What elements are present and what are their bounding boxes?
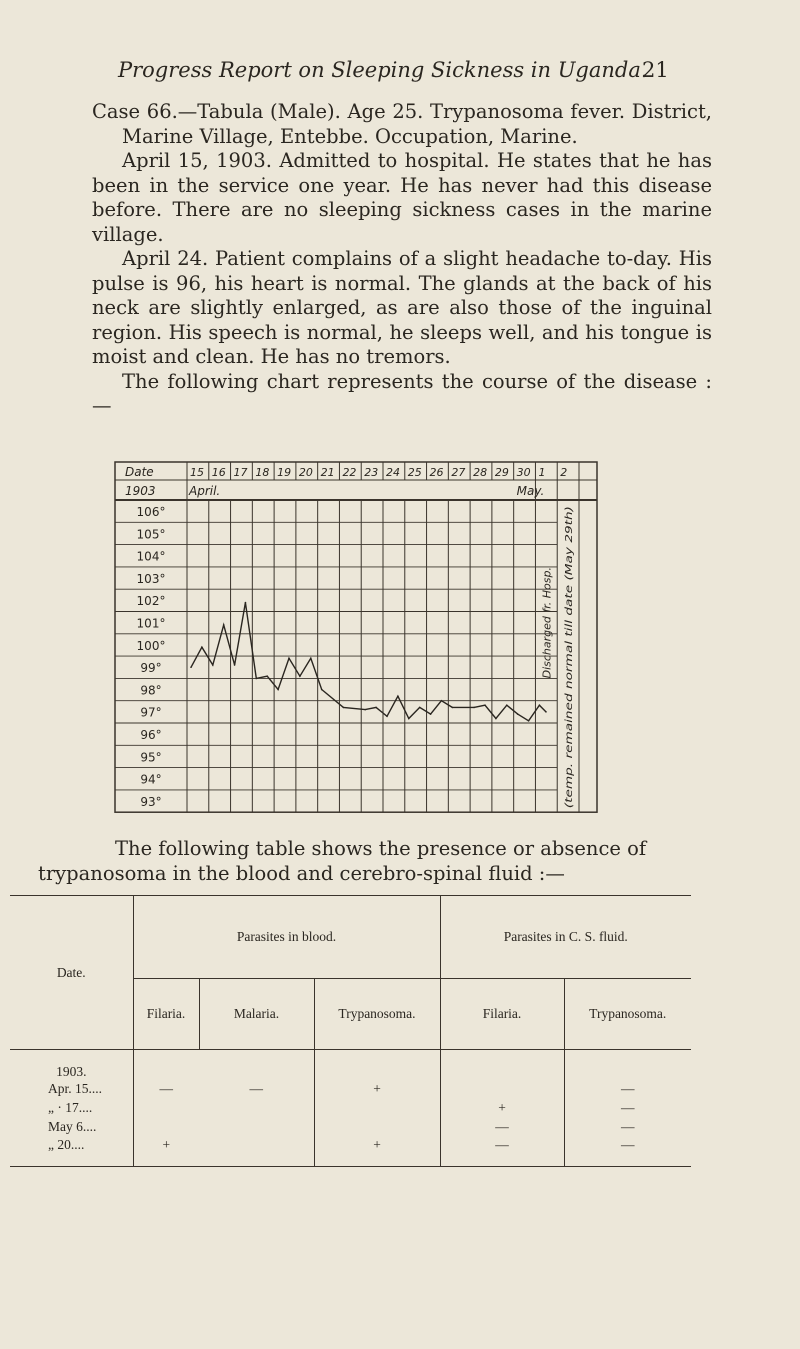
sub-header-csf-filaria: Filaria. bbox=[440, 979, 564, 1050]
y-tick-label: 93° bbox=[140, 794, 162, 809]
temperature-point bbox=[473, 707, 475, 709]
table-row bbox=[10, 1137, 691, 1167]
temperature-point bbox=[310, 658, 312, 660]
header-title: Progress Report on Sleeping Sickness in Uganda. bbox=[118, 58, 648, 82]
chart-series bbox=[190, 602, 547, 722]
csf-header: Parasites in C. S. fluid. bbox=[440, 896, 691, 979]
temperature-point bbox=[277, 689, 279, 691]
temperature-point bbox=[256, 678, 258, 680]
row-cell bbox=[133, 1099, 199, 1118]
row-date: „ · 17.... bbox=[48, 1100, 93, 1115]
chart-annotations bbox=[540, 506, 575, 808]
case-text bbox=[92, 100, 712, 419]
sub-header-malaria: Malaria. bbox=[199, 979, 314, 1050]
row-cell: — bbox=[133, 1080, 199, 1099]
blood-header: Parasites in blood. bbox=[133, 896, 440, 979]
day-label: 16 bbox=[211, 466, 226, 479]
temperature-point bbox=[397, 695, 399, 697]
month-label-may: May. bbox=[516, 484, 545, 498]
y-tick-label: 95° bbox=[140, 750, 162, 765]
y-tick-label: 104° bbox=[136, 549, 166, 564]
y-tick-label: 97° bbox=[140, 705, 162, 720]
day-label: 18 bbox=[255, 466, 270, 479]
chart-labels bbox=[125, 465, 567, 809]
table-row bbox=[10, 1099, 691, 1118]
y-tick-label: 101° bbox=[136, 616, 166, 631]
table-caption: The following table shows the presence or absence of trypanosoma in the blood and cerebro-spinal fluid :— bbox=[38, 837, 647, 885]
row-cell: — bbox=[440, 1118, 564, 1137]
annotation-discharged: Discharged fr. Hosp. bbox=[540, 567, 554, 679]
temperature-point bbox=[343, 707, 345, 709]
parasite-table bbox=[10, 895, 691, 1167]
y-tick-label: 96° bbox=[140, 728, 162, 742]
day-label: 25 bbox=[407, 466, 422, 479]
table-year: 1903. bbox=[56, 1063, 87, 1079]
temperature-point bbox=[386, 716, 388, 718]
y-tick-label: 94° bbox=[140, 772, 162, 787]
running-header bbox=[0, 58, 800, 88]
page-number: 21 bbox=[642, 58, 669, 82]
y-tick-label: 98° bbox=[140, 683, 162, 698]
table-row bbox=[10, 1118, 691, 1137]
row-date: Apr. 15.... bbox=[48, 1081, 102, 1096]
y-tick-label: 103° bbox=[136, 571, 166, 586]
day-label: 20 bbox=[298, 466, 313, 479]
temperature-point bbox=[375, 707, 377, 709]
temperature-point bbox=[506, 704, 508, 706]
day-label: 1 bbox=[538, 466, 546, 479]
temperature-point bbox=[223, 624, 225, 626]
chart-grid bbox=[115, 462, 597, 812]
row-cell: — bbox=[564, 1137, 691, 1167]
y-tick-label: 99° bbox=[140, 661, 162, 676]
sub-header-filaria: Filaria. bbox=[133, 979, 199, 1050]
day-label: 23 bbox=[364, 466, 379, 479]
temperature-point bbox=[288, 658, 290, 660]
row-cell: + bbox=[133, 1137, 199, 1167]
day-label: 21 bbox=[320, 466, 335, 479]
day-label: 2 bbox=[560, 466, 568, 479]
date-label: Date bbox=[125, 465, 154, 479]
temperature-point bbox=[201, 646, 203, 648]
temperature-point bbox=[245, 602, 247, 604]
row-cell: + bbox=[314, 1080, 440, 1099]
temperature-point bbox=[408, 718, 410, 720]
day-label: 30 bbox=[516, 466, 531, 479]
day-label: 26 bbox=[429, 466, 444, 479]
chart-frame bbox=[115, 462, 597, 812]
day-label: 28 bbox=[473, 466, 488, 479]
paragraph-admission: April 15, 1903. Admitted to hospital. He states that he has been in the service one year. He has never had this disease before. There are no sleeping sickness cases in the marine village. bbox=[92, 149, 712, 246]
row-cell: — bbox=[440, 1137, 564, 1167]
month-label-april: April. bbox=[189, 484, 221, 498]
y-tick-label: 102° bbox=[136, 594, 166, 609]
row-cell bbox=[314, 1099, 440, 1118]
temperature-point bbox=[441, 700, 443, 702]
temperature-point bbox=[545, 711, 547, 713]
row-cell bbox=[133, 1118, 199, 1137]
temperature-point bbox=[528, 720, 530, 722]
temperature-point bbox=[234, 664, 236, 666]
day-label: 24 bbox=[386, 466, 400, 479]
temperature-point bbox=[212, 664, 214, 666]
year-label: 1903 bbox=[125, 484, 156, 498]
temperature-point bbox=[452, 707, 454, 709]
day-label: 29 bbox=[494, 466, 509, 479]
y-tick-label: 106° bbox=[136, 505, 166, 519]
paragraph-chart-intro: The following chart represents the course of the disease :— bbox=[92, 369, 712, 417]
paragraph-april-24: April 24. Patient complains of a slight headache to-day. His pulse is 96, his heart is normal. The glands at the back of his neck are slightly enlarged, as are also those of the inguinal region. His speech is normal, he sleeps well, and his tongue is moist and clean. He has no tremors. bbox=[92, 247, 712, 368]
temperature-point bbox=[539, 704, 541, 706]
row-cell: + bbox=[440, 1099, 564, 1118]
day-label: 27 bbox=[451, 466, 466, 479]
day-label: 19 bbox=[277, 466, 292, 479]
day-label: 22 bbox=[342, 466, 357, 479]
row-date: „ 20.... bbox=[48, 1136, 85, 1152]
date-header: Date. bbox=[56, 964, 86, 980]
row-cell bbox=[440, 1080, 564, 1099]
temperature-point bbox=[495, 718, 497, 720]
table-row bbox=[10, 1080, 691, 1099]
temperature-point bbox=[190, 666, 192, 668]
temperature-point bbox=[517, 713, 519, 715]
day-label: 17 bbox=[233, 466, 248, 479]
annotation-normal: (temp. remained normal till date (May 29th) bbox=[564, 586, 576, 809]
temperature-point bbox=[364, 709, 366, 711]
temperature-point bbox=[419, 707, 421, 709]
row-cell: + bbox=[314, 1137, 440, 1167]
row-cell bbox=[314, 1118, 440, 1137]
y-tick-label: 100° bbox=[136, 638, 166, 653]
sub-header-csf-trypanosoma: Trypanosoma. bbox=[564, 979, 691, 1050]
temperature-point bbox=[299, 675, 301, 677]
temperature-point bbox=[321, 689, 323, 691]
temperature-point bbox=[266, 675, 268, 677]
row-cell: — bbox=[249, 1081, 263, 1096]
temperature-point bbox=[484, 704, 486, 706]
row-cell bbox=[199, 1137, 314, 1167]
row-cell bbox=[199, 1118, 314, 1137]
temperature-point bbox=[430, 713, 432, 715]
y-tick-label: 105° bbox=[136, 527, 166, 542]
sub-header-trypanosoma: Trypanosoma. bbox=[314, 979, 440, 1050]
row-cell: — bbox=[564, 1080, 691, 1099]
row-cell: — bbox=[564, 1118, 691, 1137]
row-cell bbox=[199, 1099, 314, 1118]
row-cell: — bbox=[564, 1099, 691, 1118]
case-heading: Case 66.—Tabula (Male). Age 25. Trypanosoma fever. District, Marine Village, Entebbe. Occupation, Marine. bbox=[92, 100, 712, 148]
day-label: 15 bbox=[190, 466, 204, 479]
temperature-line bbox=[191, 603, 546, 721]
row-date: May 6.... bbox=[48, 1119, 97, 1134]
